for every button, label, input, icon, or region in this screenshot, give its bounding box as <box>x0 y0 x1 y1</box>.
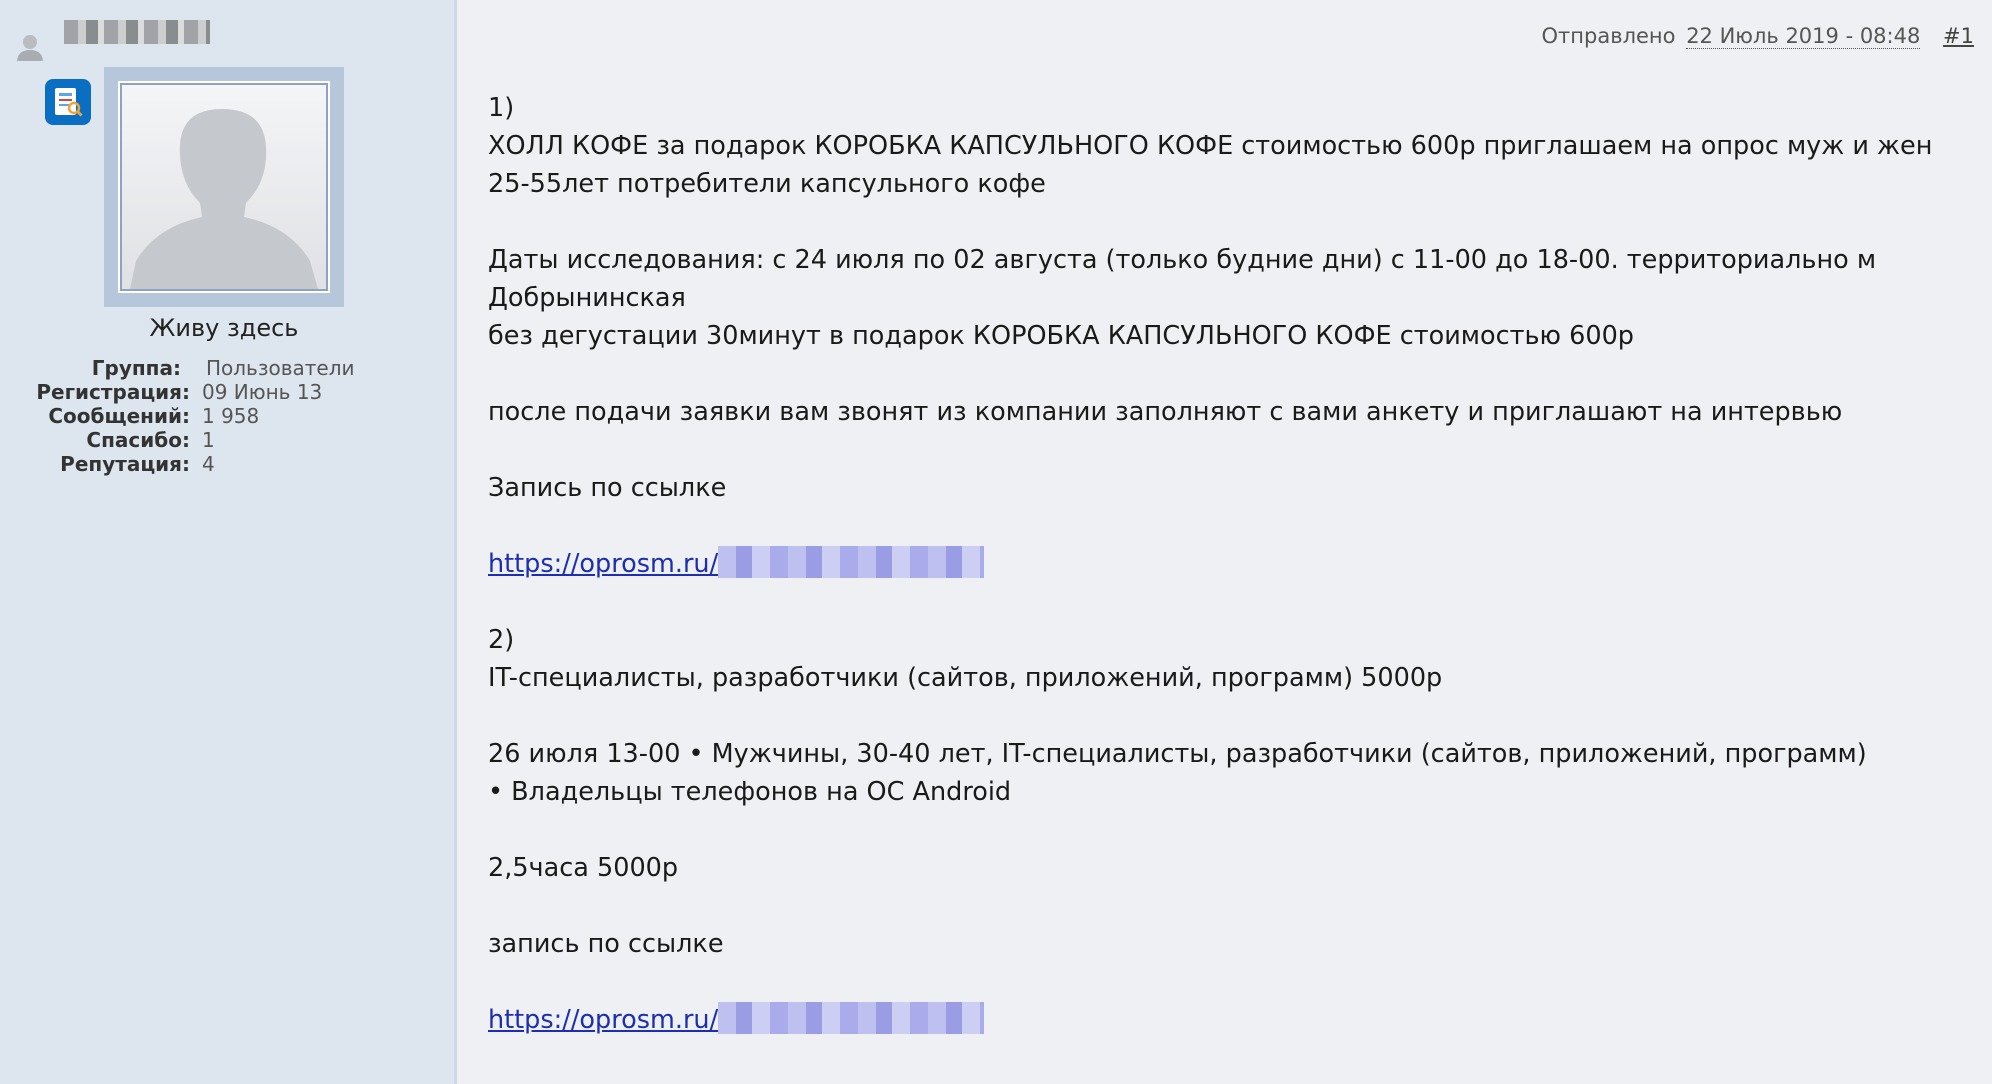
post-text-line: запись по ссылке <box>488 929 724 959</box>
stat-label: Спасибо: <box>86 428 190 452</box>
post-body <box>488 89 1968 1039</box>
survey-link-2-row <box>488 1001 1968 1039</box>
user-sidebar <box>0 0 457 1084</box>
link-redacted[interactable] <box>718 546 984 578</box>
stat-value: 1 <box>202 428 215 452</box>
link-redacted[interactable] <box>718 1002 984 1034</box>
user-profile-icon-button[interactable] <box>45 79 91 125</box>
user-offline-icon <box>14 30 46 62</box>
post-text-line: 1) <box>488 93 515 123</box>
stat-row-group <box>0 356 454 380</box>
post-text-line: Добрынинская <box>488 283 686 313</box>
post-permalink[interactable]: #1 <box>1943 24 1974 48</box>
profile-card-icon <box>53 87 83 117</box>
stat-row-registration <box>0 380 454 404</box>
stat-row-thanks <box>0 428 454 452</box>
post-text-line: без дегустации 30минут в подарок КОРОБКА КАПСУЛЬНОГО КОФЕ стоимостью 600р <box>488 321 1634 351</box>
post-text-line: IT-специалисты, разработчики (сайтов, приложений, программ) 5000р <box>488 663 1443 693</box>
post-date: 22 Июль 2019 - 08:48 <box>1686 24 1921 48</box>
post-text-line: 2,5часа 5000р <box>488 853 679 883</box>
post-text-line: 2) <box>488 625 515 655</box>
stat-label: Регистрация: <box>36 380 190 404</box>
stat-label: Сообщений: <box>48 404 190 428</box>
avatar[interactable] <box>104 67 344 307</box>
post-text-line: после подачи заявки вам звонят из компании заполняют с вами анкету и приглашают на интервью <box>488 397 1843 427</box>
stat-label: Репутация: <box>60 452 190 476</box>
stat-value: 1 958 <box>202 404 260 428</box>
user-stats <box>0 356 454 476</box>
post-text-line: 25-55лет потребители капсульного кофе <box>488 169 1046 199</box>
survey-link-2[interactable]: https://oprosm.ru/ <box>488 1005 719 1035</box>
post-text-line: Даты исследования: с 24 июля по 02 августа (только будние дни) с 11-00 до 18-00. территориально м <box>488 245 1877 275</box>
user-title: Живу здесь <box>149 314 299 342</box>
default-avatar-silhouette-icon <box>122 85 326 289</box>
stat-label: Группа: <box>91 356 181 380</box>
username-redacted[interactable] <box>64 20 210 44</box>
stat-value: 09 Июнь 13 <box>202 380 323 404</box>
stat-row-reputation <box>0 452 454 476</box>
post-text-line: • Владельцы телефонов на ОС Android <box>488 777 1012 807</box>
post-text-line: ХОЛЛ КОФЕ за подарок КОРОБКА КАПСУЛЬНОГО КОФЕ стоимостью 600р приглашаем на опрос муж и жен <box>488 131 1933 161</box>
stat-row-posts <box>0 404 454 428</box>
survey-link-1-row <box>488 545 1968 583</box>
post-text-line: 26 июля 13-00 • Мужчины, 30-40 лет, IT-специалисты, разработчики (сайтов, приложений, программ) <box>488 739 1867 769</box>
survey-link-1[interactable]: https://oprosm.ru/ <box>488 549 719 579</box>
post-header <box>1542 24 1975 48</box>
post-text-line: Запись по ссылке <box>488 473 727 503</box>
stat-value: Пользователи <box>206 356 355 380</box>
stat-value: 4 <box>202 452 215 476</box>
sent-label: Отправлено <box>1541 24 1676 48</box>
